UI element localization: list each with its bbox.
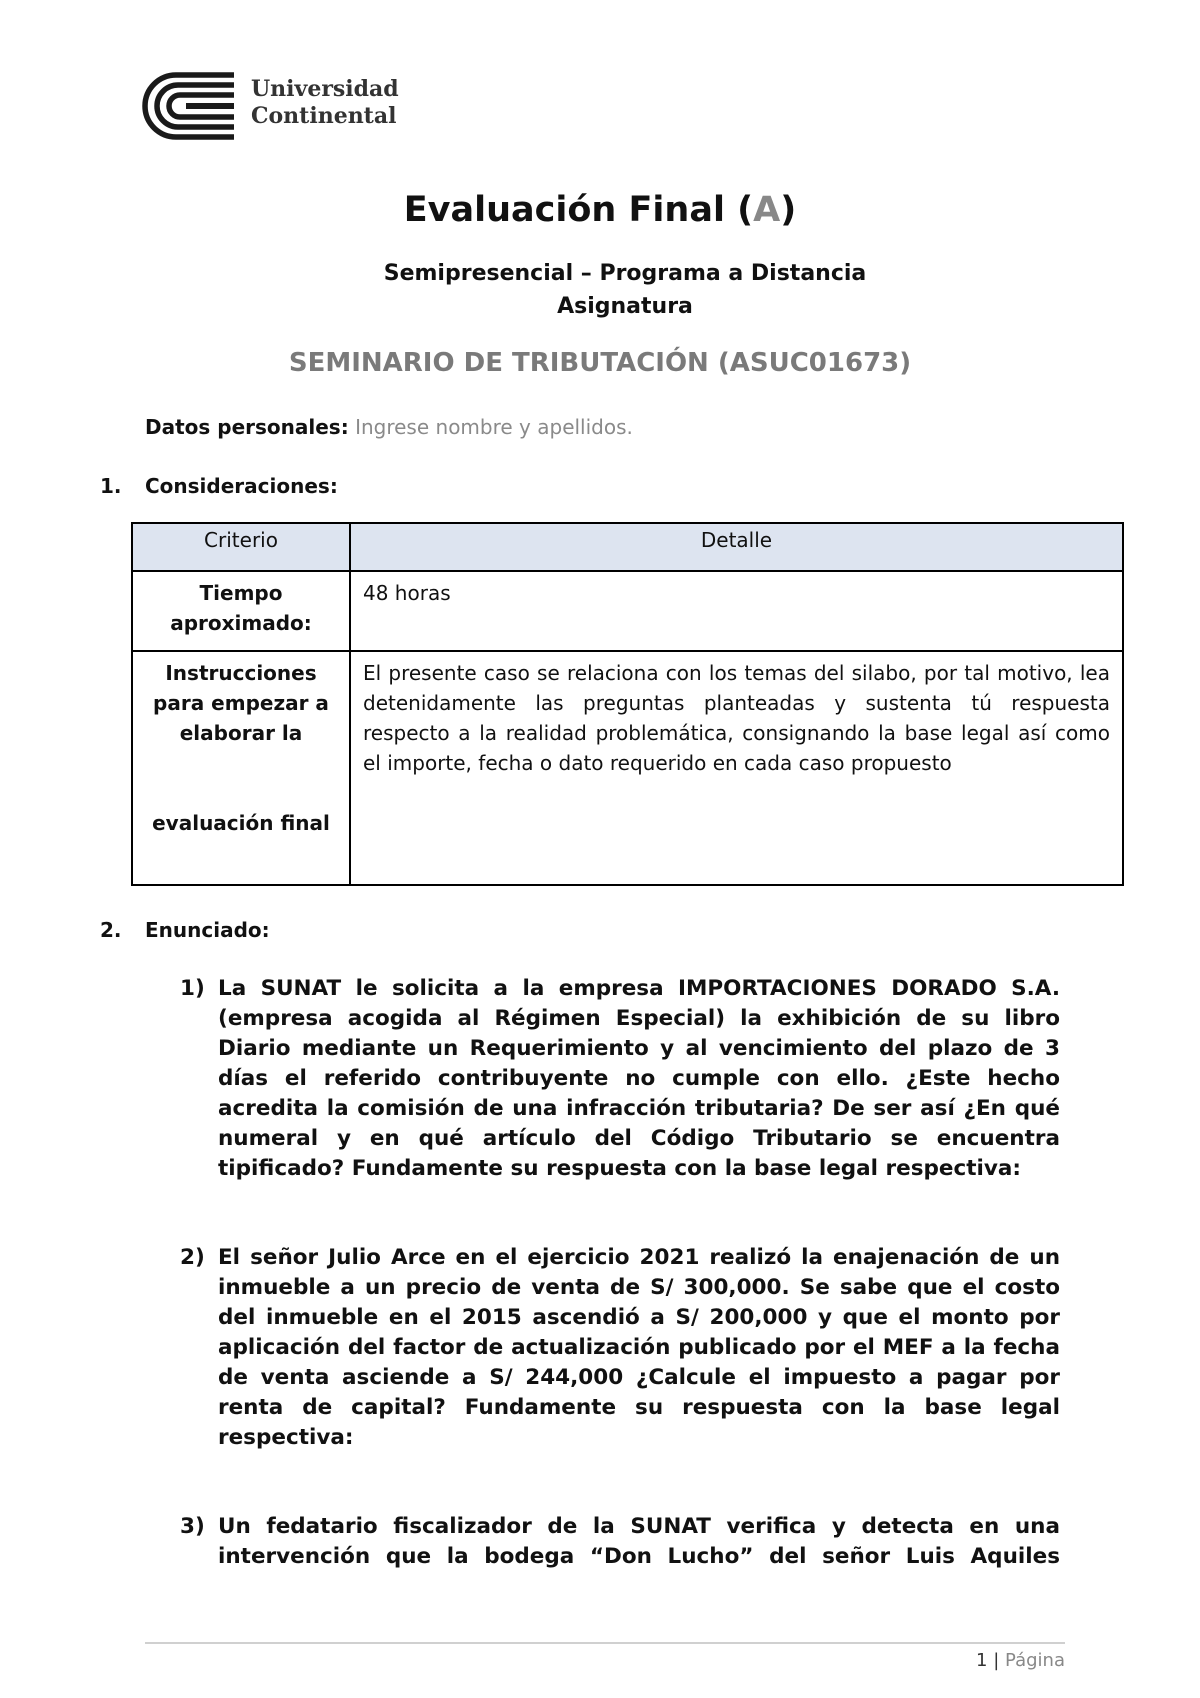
footer-divider <box>145 1642 1065 1644</box>
page-label: Página <box>1005 1650 1065 1671</box>
considerations-table <box>131 522 1124 886</box>
title-suffix: ) <box>780 190 797 230</box>
page-separator: | <box>993 1650 1000 1671</box>
page-footer <box>976 1650 1065 1671</box>
section-title: Enunciado: <box>145 918 270 942</box>
personal-data-label: Datos personales: <box>145 415 349 439</box>
question-item <box>180 974 1060 1184</box>
personal-data <box>145 415 633 439</box>
section-number: 1. <box>100 474 122 498</box>
section-statement <box>100 918 270 942</box>
criterion-text-b: evaluación final <box>152 811 330 835</box>
question-item <box>180 1243 1060 1453</box>
question-number: 2) <box>180 1245 205 1270</box>
course-title: SEMINARIO DE TRIBUTACIÓN (ASUC01673) <box>288 348 912 378</box>
subtitle-subject: Asignatura <box>557 294 693 319</box>
header-detalle: Detalle <box>350 523 1123 571</box>
question-text: La SUNAT le solicita a la empresa IMPORTACIONES DORADO S.A. (empresa acogida al Régimen Especial) la exhibición de su libro Diario mediante un Requerimiento y al vencimiento del plazo de 3 días el referido contribuyente no cumple con ello. ¿Este hecho acredita la comisión de una infracción tributaria? De ser así ¿En qué numeral y en qué artículo del Código Tributario se encuentra tipificado? Fundamente su respuesta con la base legal respectiva: <box>218 976 1060 1181</box>
title-prefix: Evaluación Final ( <box>403 190 754 230</box>
subtitle-program: Semipresencial – Programa a Distancia <box>383 261 867 286</box>
title-letter: A <box>753 190 781 230</box>
university-name <box>251 76 399 130</box>
detail-cell: El presente caso se relaciona con los temas del silabo, por tal motivo, lea detenidamente las preguntas planteadas y sustenta tú respuesta respecto a la realidad problemática, consignando la base legal así como el importe, fecha o dato requerido en cada caso propuesto <box>350 651 1123 885</box>
logo-line-2: Continental <box>251 103 397 129</box>
criterion-cell: Tiempo aproximado: <box>132 571 350 651</box>
table-row <box>132 651 1123 885</box>
section-considerations <box>100 474 338 498</box>
question-text: Un fedatario fiscalizador de la SUNAT verifica y detecta en una intervención que la bodega “Don Lucho” del señor Luis Aquiles <box>218 1514 1060 1569</box>
header-criterio: Criterio <box>132 523 350 571</box>
personal-data-field[interactable]: Ingrese nombre y apellidos. <box>355 415 633 439</box>
section-number: 2. <box>100 918 122 942</box>
detail-cell: 48 horas <box>350 571 1123 651</box>
criterion-text-a: Instrucciones para empezar a elaborar la <box>153 661 329 745</box>
question-item <box>180 1512 1060 1572</box>
question-number: 3) <box>180 1514 205 1539</box>
criterion-cell <box>132 651 350 885</box>
page-title <box>0 190 1200 230</box>
table-header-row <box>132 523 1123 571</box>
logo-line-1: Universidad <box>251 76 399 102</box>
table-row <box>132 571 1123 651</box>
page-number: 1 <box>976 1650 988 1671</box>
question-number: 1) <box>180 976 205 1001</box>
section-title: Consideraciones: <box>145 474 338 498</box>
question-text: El señor Julio Arce en el ejercicio 2021 realizó la enajenación de un inmueble a un precio de venta de S/ 300,000. Se sabe que el costo del inmueble en el 2015 ascendió a S/ 200,000 y que el monto por aplicación del factor de actualización publicado por el MEF a la fecha de venta asciende a S/ 244,000 ¿Calcule el impuesto a pagar por renta de capital? Fundamente su respuesta con la base legal respectiva: <box>218 1245 1060 1450</box>
